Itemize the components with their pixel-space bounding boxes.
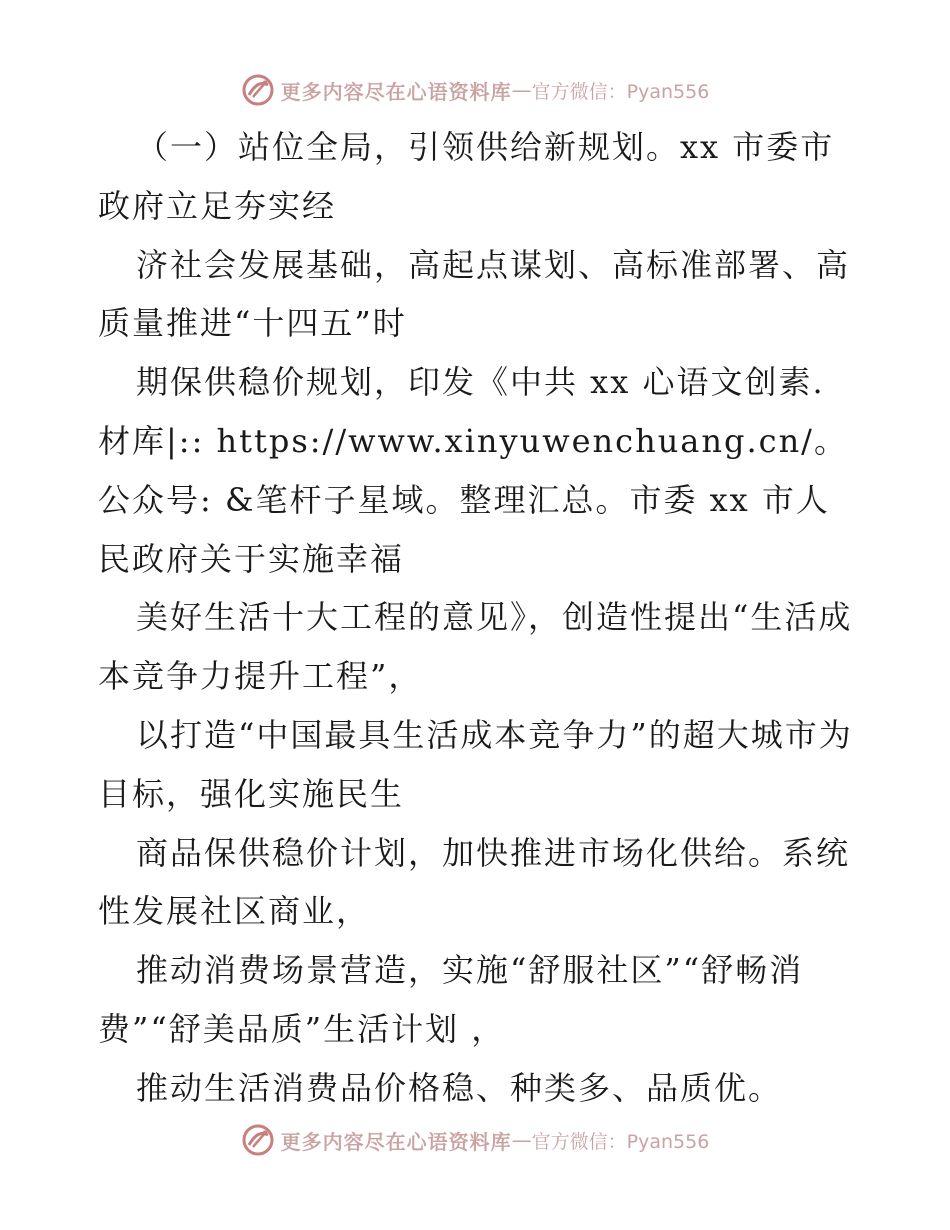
library-logo-icon [241, 1123, 275, 1157]
watermark-wechat-text: 官方微信：Pyan556 [531, 80, 710, 103]
paragraph-6: 商品保供稳价计划，加快推进市场化供给。系统性发展社区商业， [98, 833, 851, 931]
watermark-main-text: 更多内容尽在心语资料库 [280, 1129, 512, 1154]
document-body [98, 118, 858, 1118]
paragraph-8: 推动生活消费品价格稳、种类多、品质优。 [136, 1068, 783, 1107]
paragraph-2: 济社会发展基础，高起点谋划、高标准部署、高质量推进“十四五”时 [98, 245, 851, 343]
watermark-dash: — [511, 1128, 532, 1152]
library-logo-icon [241, 73, 275, 107]
header-watermark [0, 70, 950, 110]
paragraph-7: 推动消费场景营造，实施“舒服社区”“舒畅消费”“舒美品质”生活计划 ， [98, 951, 804, 1048]
watermark-main-text: 更多内容尽在心语资料库 [280, 79, 512, 104]
footer-watermark [0, 1120, 950, 1160]
paragraph-5: 以打造“中国最具生活成本竞争力”的超大城市为目标，强化实施民生 [98, 715, 853, 813]
paragraph-3: 期保供稳价规划，印发《中共 xx 心语文创素.材库|:: https://www.xinyuwenchuang.cn/。公众号: &笔杆子星域。整理汇总。市委 xx 市人民政府关于实施幸福 [98, 363, 848, 578]
watermark-dash: — [511, 78, 532, 102]
watermark-wechat-text: 官方微信：Pyan556 [531, 1130, 710, 1153]
paragraph-4: 美好生活十大工程的意见》，创造性提出“生活成本竞争力提升工程”， [98, 598, 853, 696]
paragraph-1: （一）站位全局，引领供给新规划。xx 市委市政府立足夯实经 [98, 128, 835, 225]
